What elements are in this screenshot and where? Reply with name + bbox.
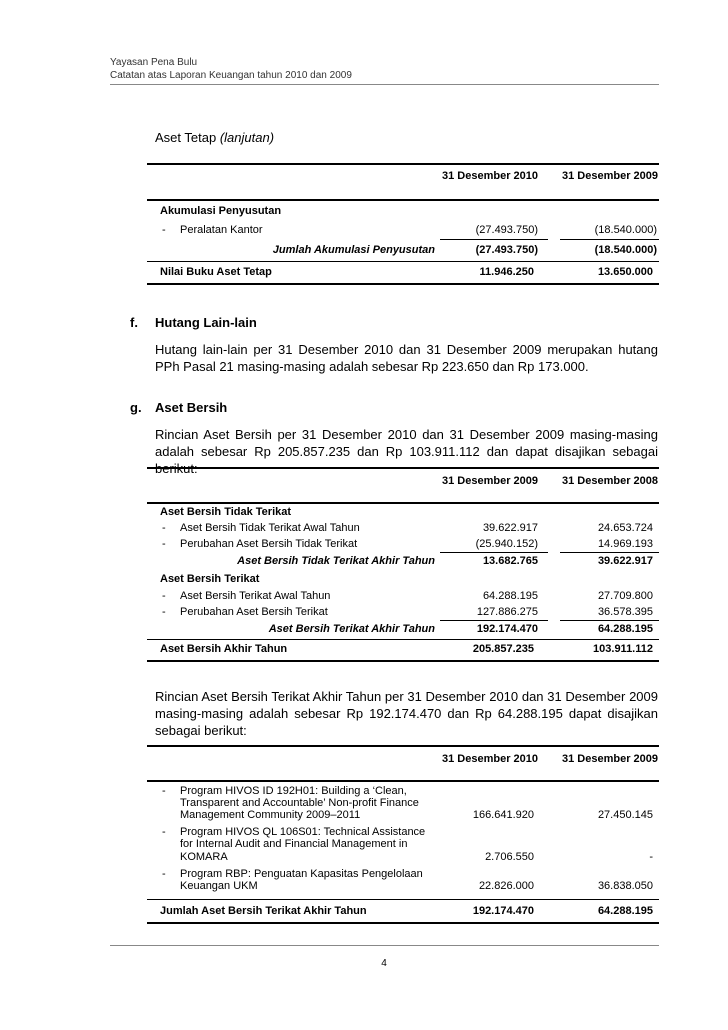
row-value-2008: 36.578.395 — [597, 606, 653, 618]
program-value-2009: 36.838.050 — [597, 880, 653, 892]
program-line: Management Community 2009–2011 — [180, 809, 361, 821]
subtotal-value-2009: 13.682.765 — [482, 555, 538, 567]
section-title: Hutang Lain-lain — [155, 315, 257, 330]
book-value-2009: 13.650.000 — [597, 266, 653, 278]
org-name: Yayasan Pena Bulu — [110, 57, 198, 68]
col-header-2010: 31 Desember 2010 — [441, 170, 538, 182]
program-value-2009: - — [649, 851, 653, 863]
program-line: KOMARA — [180, 851, 228, 863]
row-label: Perubahan Aset Bersih Tidak Terikat — [180, 538, 358, 550]
program-line: for Internal Audit and Financial Management in — [180, 838, 408, 850]
subtotal-rule — [440, 552, 548, 553]
program-line: Transparent and Accountable’ Non-profit Finance — [180, 797, 419, 809]
program-value-2010: 2.706.550 — [485, 851, 534, 863]
bullet: - — [162, 522, 166, 534]
row-value-2009: 64.288.195 — [482, 590, 538, 602]
document-subtitle: Catatan atas Laporan Keuangan tahun 2010 dan 2009 — [110, 70, 352, 81]
row-label: Aset Bersih Tidak Terikat Awal Tahun — [180, 522, 360, 534]
subtotal-rule — [440, 239, 548, 240]
row-label: Perubahan Aset Bersih Terikat — [180, 606, 328, 618]
row-value-2009: (25.940.152) — [475, 538, 538, 550]
section-letter: f. — [130, 315, 138, 330]
row-value-2010: (27.493.750) — [475, 224, 538, 236]
program-line: Program HIVOS QL 106S01: Technical Assistance — [180, 826, 426, 838]
col-header-2009: 31 Desember 2009 — [561, 753, 658, 765]
table-top-rule — [147, 163, 659, 165]
subtotal-value-2008: 39.622.917 — [597, 555, 653, 567]
bullet: - — [162, 590, 166, 602]
row-label: Aset Bersih Terikat Awal Tahun — [180, 590, 331, 602]
program-value-2010: 166.641.920 — [472, 809, 534, 821]
page-number: 4 — [381, 958, 387, 969]
col-header-2009: 31 Desember 2009 — [561, 170, 658, 182]
row-value-2008: 24.653.724 — [597, 522, 653, 534]
table-top-rule — [147, 467, 659, 469]
total-value-2010: (27.493.750) — [475, 244, 538, 256]
table-header-rule — [147, 780, 659, 782]
table-header-rule — [147, 199, 659, 201]
restricted-body: Rincian Aset Bersih Terikat Akhir Tahun per 31 Desember 2010 dan 31 Desember 2009 masing-masing adalah sebesar Rp 192.174.470 dan Rp 64.288.195 dapat disajikan sebagai berikut: — [155, 689, 658, 738]
row-value-2009: 127.886.275 — [476, 606, 538, 618]
section-body: Hutang lain-lain per 31 Desember 2010 dan 31 Desember 2009 merupakan hutang PPh Pasal 21 masing-masing adalah sebesar Rp 223.650 dan Rp 173.000. — [155, 342, 658, 374]
bullet: - — [162, 826, 166, 838]
group-label: Akumulasi Penyusutan — [160, 205, 282, 217]
row-label: Peralatan Kantor — [180, 224, 263, 236]
bullet: - — [162, 538, 166, 550]
program-value-2010: 22.826.000 — [478, 880, 534, 892]
footer-divider — [110, 945, 659, 946]
section-body: Rincian Aset Bersih per 31 Desember 2010 dan 31 Desember 2009 masing-masing adalah sebesar Rp 205.857.235 dan Rp 103.911.112 dan dapat disajikan sebagai berikut: — [155, 427, 658, 476]
total-label: Jumlah Akumulasi Penyusutan — [272, 244, 435, 256]
col-header-2010: 31 Desember 2010 — [441, 753, 538, 765]
table-header-rule — [147, 502, 659, 504]
subtotal-value-2008: 64.288.195 — [597, 623, 653, 635]
table-bottom-rule — [147, 922, 659, 924]
restricted-total-2010: 192.174.470 — [472, 905, 534, 917]
book-value-label: Nilai Buku Aset Tetap — [160, 266, 272, 278]
table-bottom-rule — [147, 283, 659, 285]
row-rule — [147, 639, 659, 640]
program-line: Keuangan UKM — [180, 880, 258, 892]
total-value-2009: (18.540.000) — [594, 244, 657, 256]
table-top-rule — [147, 745, 659, 747]
subtotal-label: Aset Bersih Tidak Terikat Akhir Tahun — [237, 555, 435, 567]
grand-total-2008: 103.911.112 — [593, 643, 653, 655]
group-label: Aset Bersih Tidak Terikat — [160, 506, 292, 518]
header-divider — [110, 84, 659, 85]
subtotal-rule — [560, 239, 659, 240]
bullet: - — [162, 224, 166, 236]
section-title: Aset Bersih — [155, 400, 228, 415]
subtotal-rule — [560, 552, 659, 553]
bullet: - — [162, 785, 166, 797]
subtotal-label: Aset Bersih Terikat Akhir Tahun — [268, 623, 435, 635]
restricted-total-label: Jumlah Aset Bersih Terikat Akhir Tahun — [160, 905, 367, 917]
group-label: Aset Bersih Terikat — [160, 573, 260, 585]
col-header-2008: 31 Desember 2008 — [561, 475, 658, 487]
subtotal-rule — [440, 620, 548, 621]
grand-total-2009: 205.857.235 — [472, 643, 534, 655]
subtotal-value-2009: 192.174.470 — [476, 623, 538, 635]
row-value-2008: 14.969.193 — [597, 538, 653, 550]
bullet: - — [162, 606, 166, 618]
table-bottom-rule — [147, 660, 659, 662]
program-line: Program HIVOS ID 192H01: Building a ‘Clean, — [180, 785, 407, 797]
row-rule — [147, 261, 659, 262]
restricted-total-2009: 64.288.195 — [597, 905, 653, 917]
program-line: Program RBP: Penguatan Kapasitas Pengelolaan — [180, 868, 423, 880]
bullet: - — [162, 868, 166, 880]
section-letter: g. — [130, 400, 142, 415]
book-value-2010: 11.946.250 — [479, 266, 534, 278]
program-value-2009: 27.450.145 — [597, 809, 653, 821]
row-rule — [147, 899, 659, 900]
row-value-2009: (18.540.000) — [594, 224, 657, 236]
col-header-2009: 31 Desember 2009 — [441, 475, 538, 487]
fixed-assets-title: Aset Tetap (lanjutan) — [155, 130, 275, 145]
row-value-2008: 27.709.800 — [597, 590, 653, 602]
subtotal-rule — [560, 620, 659, 621]
row-value-2009: 39.622.917 — [482, 522, 538, 534]
grand-total-label: Aset Bersih Akhir Tahun — [160, 643, 288, 655]
